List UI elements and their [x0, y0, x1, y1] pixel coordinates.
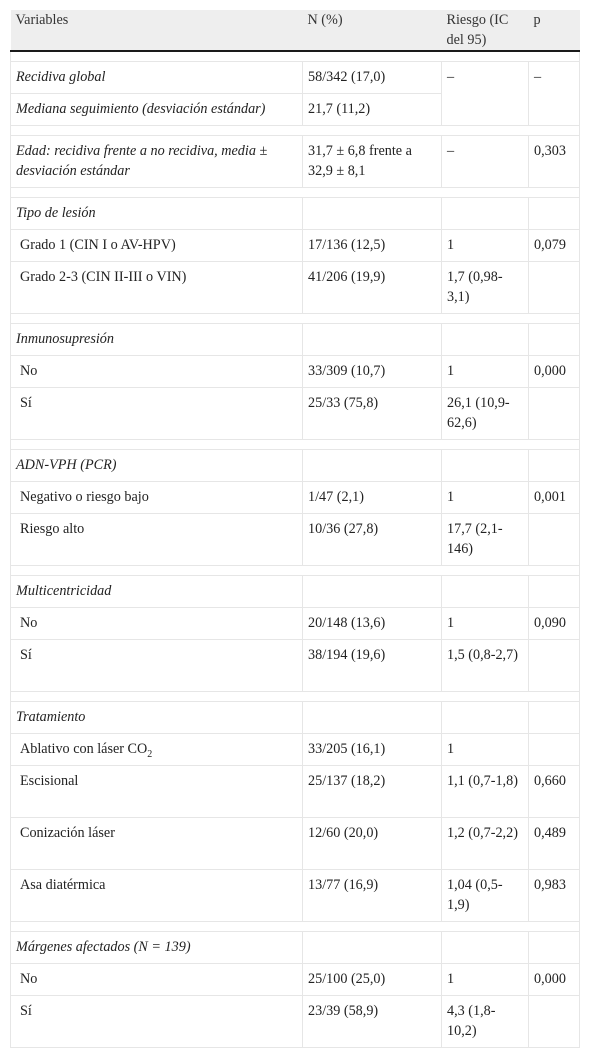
row-n: 25/33 (75,8)	[303, 388, 442, 440]
row-p: 0,090	[529, 608, 580, 640]
row-n: 33/205 (16,1)	[303, 734, 442, 766]
row-label: Grado 1 (CIN I o AV-HPV)	[11, 230, 303, 262]
row-riesgo: 1	[442, 964, 529, 996]
section-label: Márgenes afectados (N = 139)	[11, 932, 303, 964]
table-row	[11, 514, 580, 566]
row-p: –	[529, 62, 580, 126]
spacer-row	[11, 692, 580, 702]
row-n: 23/39 (58,9)	[303, 996, 442, 1048]
row-label: Edad: recidiva frente a no recidiva, media ± desviación estándar	[11, 136, 303, 188]
header-n-percent: N (%)	[303, 10, 442, 51]
table-row	[11, 640, 580, 692]
row-riesgo: 17,7 (2,1-146)	[442, 514, 529, 566]
row-p	[529, 734, 580, 766]
row-p	[529, 514, 580, 566]
header-riesgo: Riesgo (IC del 95)	[442, 10, 529, 51]
row-n: 21,7 (11,2)	[303, 94, 442, 126]
row-label: Sí	[11, 996, 303, 1048]
row-riesgo: –	[442, 62, 529, 126]
row-n: 31,7 ± 6,8 frente a 32,9 ± 8,1	[303, 136, 442, 188]
table-row	[11, 996, 580, 1048]
section-label: ADN-VPH (PCR)	[11, 450, 303, 482]
spacer-row	[11, 314, 580, 324]
row-n: 25/100 (25,0)	[303, 964, 442, 996]
table-row	[11, 388, 580, 440]
row-p: 0,001	[529, 482, 580, 514]
row-label: Asa diatérmica	[11, 870, 303, 922]
row-n: 58/342 (17,0)	[303, 62, 442, 94]
row-riesgo: 1,1 (0,7-1,8)	[442, 766, 529, 818]
row-label-subscript: 2	[147, 748, 153, 760]
table-row	[11, 766, 580, 818]
row-p	[529, 262, 580, 314]
section-header-row	[11, 576, 580, 608]
row-p: 0,983	[529, 870, 580, 922]
row-n: 10/36 (27,8)	[303, 514, 442, 566]
table-row	[11, 136, 580, 188]
row-label-text: Ablativo con láser CO	[20, 741, 148, 757]
row-riesgo: 1	[442, 356, 529, 388]
table-row	[11, 62, 580, 94]
section-label: Tratamiento	[11, 702, 303, 734]
row-p: 0,000	[529, 356, 580, 388]
row-label: No	[11, 356, 303, 388]
row-label: Sí	[11, 388, 303, 440]
row-n: 12/60 (20,0)	[303, 818, 442, 870]
row-riesgo: 1	[442, 608, 529, 640]
section-header-row	[11, 702, 580, 734]
row-n: 13/77 (16,9)	[303, 870, 442, 922]
row-label: Grado 2-3 (CIN II-III o VIN)	[11, 262, 303, 314]
section-header-row	[11, 198, 580, 230]
row-n: 25/137 (18,2)	[303, 766, 442, 818]
row-n: 38/194 (19,6)	[303, 640, 442, 692]
recurrence-variables-table	[10, 10, 580, 1048]
row-label: Mediana seguimiento (desviación estándar)	[11, 94, 303, 126]
section-label: Inmunosupresión	[11, 324, 303, 356]
row-n: 17/136 (12,5)	[303, 230, 442, 262]
section-header-row	[11, 324, 580, 356]
row-label: Escisional	[11, 766, 303, 818]
row-label: Negativo o riesgo bajo	[11, 482, 303, 514]
row-riesgo: 1,7 (0,98-3,1)	[442, 262, 529, 314]
row-p: 0,000	[529, 964, 580, 996]
row-riesgo: 1	[442, 734, 529, 766]
row-n: 1/47 (2,1)	[303, 482, 442, 514]
table-row	[11, 482, 580, 514]
table-row	[11, 964, 580, 996]
spacer-row	[11, 566, 580, 576]
section-header-row	[11, 932, 580, 964]
table-row	[11, 608, 580, 640]
data-table-container	[10, 10, 579, 1048]
row-label: Conización láser	[11, 818, 303, 870]
row-p: 0,660	[529, 766, 580, 818]
table-row	[11, 356, 580, 388]
section-label: Multicentricidad	[11, 576, 303, 608]
row-riesgo: 1,2 (0,7-2,2)	[442, 818, 529, 870]
row-label: No	[11, 964, 303, 996]
spacer-row	[11, 440, 580, 450]
table-row	[11, 818, 580, 870]
row-p	[529, 640, 580, 692]
spacer-row	[11, 51, 580, 62]
table-row	[11, 230, 580, 262]
row-p: 0,489	[529, 818, 580, 870]
row-riesgo: 1,5 (0,8-2,7)	[442, 640, 529, 692]
section-label: Tipo de lesión	[11, 198, 303, 230]
row-riesgo: 1	[442, 230, 529, 262]
row-label: Riesgo alto	[11, 514, 303, 566]
row-n: 20/148 (13,6)	[303, 608, 442, 640]
row-label: Recidiva global	[11, 62, 303, 94]
section-header-row	[11, 450, 580, 482]
spacer-row	[11, 188, 580, 198]
row-n: 33/309 (10,7)	[303, 356, 442, 388]
table-row	[11, 262, 580, 314]
row-p	[529, 388, 580, 440]
row-riesgo: 4,3 (1,8-10,2)	[442, 996, 529, 1048]
row-label	[11, 734, 303, 766]
row-riesgo: 1	[442, 482, 529, 514]
row-label: No	[11, 608, 303, 640]
row-n: 41/206 (19,9)	[303, 262, 442, 314]
table-header-row	[11, 10, 580, 51]
row-riesgo: –	[442, 136, 529, 188]
header-p: p	[529, 10, 580, 51]
row-label: Sí	[11, 640, 303, 692]
table-row	[11, 870, 580, 922]
row-p: 0,303	[529, 136, 580, 188]
header-variables: Variables	[11, 10, 303, 51]
row-p	[529, 996, 580, 1048]
row-riesgo: 26,1 (10,9-62,6)	[442, 388, 529, 440]
row-p: 0,079	[529, 230, 580, 262]
spacer-row	[11, 126, 580, 136]
table-row	[11, 734, 580, 766]
spacer-row	[11, 922, 580, 932]
row-riesgo: 1,04 (0,5-1,9)	[442, 870, 529, 922]
